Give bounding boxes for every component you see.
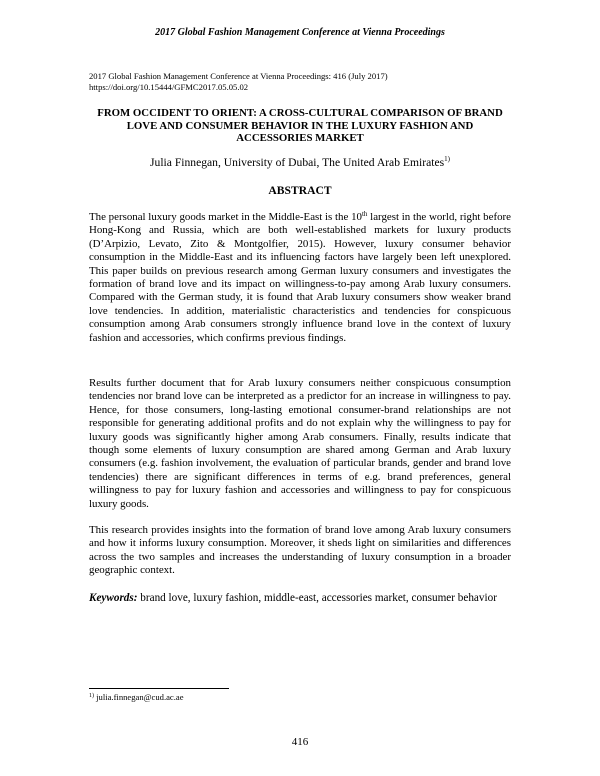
running-head: 2017 Global Fashion Management Conference at Vienna Proceedings xyxy=(155,27,445,38)
footnote-email[interactable]: julia.finnegan@cud.ac.ae xyxy=(94,692,184,702)
author-text: Julia Finnegan, University of Dubai, The United Arab Emirates xyxy=(150,156,445,169)
abstract-paragraph-1 xyxy=(89,211,511,345)
citation-block xyxy=(89,71,388,93)
footnote xyxy=(89,692,184,702)
doi-link[interactable]: https://doi.org/10.15444/GFMC2017.05.05.02 xyxy=(89,82,249,92)
footnote-divider xyxy=(89,688,229,689)
p1-text-before: The personal luxury goods market in the Middle-East is the 10 xyxy=(89,211,362,223)
footnote-mark: 1) xyxy=(89,693,94,699)
paper-title: FROM OCCIDENT TO ORIENT: A CROSS-CULTURAL COMPARISON OF BRAND LOVE AND CONSUMER BEHAVIOR IN THE LUXURY FASHION AND ACCESSORIES MARKET xyxy=(97,107,503,144)
abstract-paragraph-3: This research provides insights into the formation of brand love among Arab luxury consumers and how it informs luxury consumption. Moreover, it sheds light on similarities and differences across the two samples and increases the understanding of luxury consumption in a broader geographic context. xyxy=(89,524,511,577)
keywords xyxy=(89,590,511,606)
author-line xyxy=(89,156,511,169)
citation-line: 2017 Global Fashion Management Conference at Vienna Proceedings: 416 (July 2017) xyxy=(89,71,388,81)
keywords-label: Keywords: xyxy=(89,592,138,604)
p1-superscript: th xyxy=(361,210,368,218)
page-number: 416 xyxy=(291,736,309,748)
author-footnote-mark: 1) xyxy=(444,155,450,163)
keywords-text: brand love, luxury fashion, middle-east, accessories market, consumer behavior xyxy=(137,592,497,604)
abstract-heading: ABSTRACT xyxy=(268,184,332,197)
p1-text-after: largest in the world, right before Hong-Kong and Russia, which are both well-established markets for luxury products (D’Arpizio, Levato, Zito & Montgolfier, 2015). However, luxury consumer behavior consumption in the Middle-East and its influencing factors have largely been left unexplored. This paper builds on previous research among German luxury consumers and investigates the formation of brand love and its impact on willingness-to-pay among Arab luxury consumers. Compared with the German study, it is found that Arab luxury consumers show weaker brand love tendencies. In addition, materialistic characteristics and tendencies for conspicuous consumption among Arab consumers strongly influence brand love in the context of luxury fashion and accessories, which confirms previous findings. xyxy=(89,211,511,344)
abstract-paragraph-2: Results further document that for Arab luxury consumers neither conspicuous consumption tendencies nor brand love can be interpreted as a predictor for an increase in willingness to pay. Hence, for those consumers, long-lasting emotional consumer-brand relationships are not responsible for generating additional profits and do not explain why the willingness to pay for luxury goods was significantly higher among Arab consumers. Finally, results indicate that though some elements of luxury consumption are shared among German and Arab luxury consumers (e.g. fashion involvement, the evaluation of particular brands, gender and brand love tendencies) there are significant differences in terms of e.g. brand preferences, general willingness to pay for luxury fashion and accessories and willingness to pay for conspicuous luxury goods. xyxy=(89,377,511,510)
